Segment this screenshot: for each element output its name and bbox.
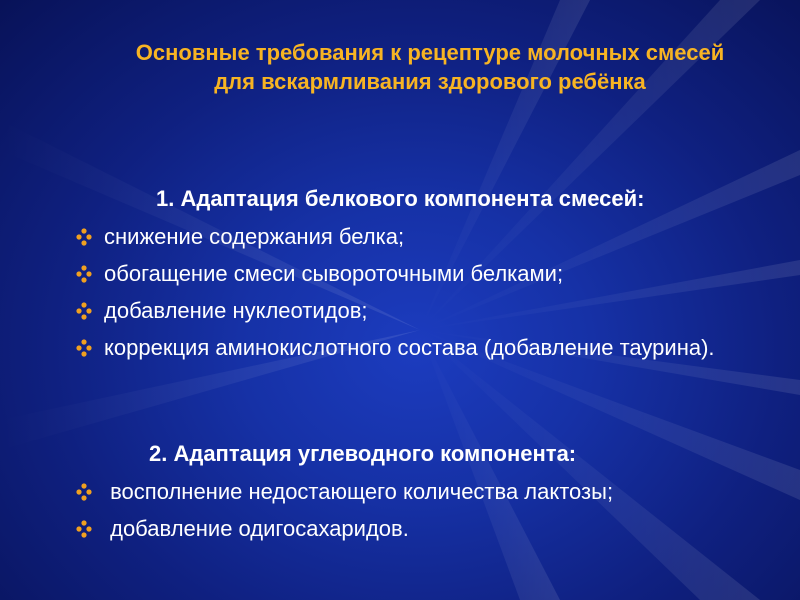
- diamond-bullet-icon: [76, 228, 92, 246]
- section-1-list: [76, 222, 756, 370]
- diamond-bullet-icon: [76, 339, 92, 357]
- list-item-text: коррекция аминокислотного состава (добавление таурина).: [104, 335, 715, 360]
- list-item-text: восполнение недостающего количества лактозы;: [104, 479, 614, 504]
- title-line-1: Основные требования к рецептуре молочных смесей: [135, 40, 725, 65]
- list-item: [76, 477, 756, 507]
- title-line-2: для вскармливания здорового ребёнка: [214, 69, 646, 94]
- list-item-text: добавление нуклеотидов;: [104, 298, 368, 323]
- diamond-bullet-icon: [76, 302, 92, 320]
- diamond-bullet-icon: [76, 520, 92, 538]
- section-2-heading: 2. Адаптация углеводного компонента:: [149, 441, 577, 466]
- slide-title: [60, 38, 800, 96]
- list-item: [76, 296, 756, 326]
- list-item-text: обогащение смеси сывороточными белками;: [104, 261, 564, 286]
- list-item-text: снижение содержания белка;: [104, 224, 405, 249]
- diamond-bullet-icon: [76, 483, 92, 501]
- list-item-text: добавление одигосахаридов.: [104, 516, 409, 541]
- diamond-bullet-icon: [76, 265, 92, 283]
- list-item: [76, 514, 756, 544]
- section-1-heading: 1. Адаптация белкового компонента смесей:: [156, 186, 645, 211]
- list-item: [76, 333, 756, 363]
- list-item: [76, 259, 756, 289]
- section-2-list: [76, 477, 756, 551]
- list-item: [76, 222, 756, 252]
